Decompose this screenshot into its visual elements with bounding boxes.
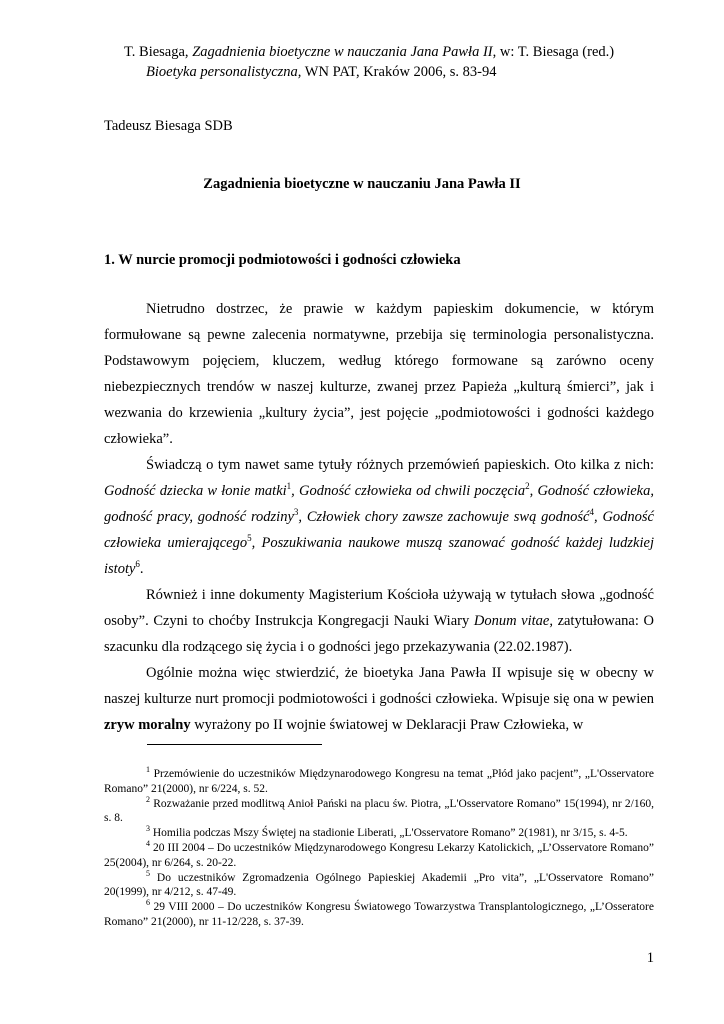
footnote-ref: 6: [135, 559, 140, 570]
speech-title: , Godność człowieka umierającego: [104, 509, 654, 551]
paragraph-4: [104, 660, 654, 738]
paragraph-3: [104, 582, 654, 660]
citation-editor: , w: T. Biesaga (red.): [492, 44, 615, 60]
footnote-number: 5: [146, 868, 150, 878]
speech-title: Godność dziecka w łonie matki: [104, 483, 287, 499]
footnote-ref: 3: [293, 507, 299, 518]
para2-intro: Świadczą o tym nawet same tytuły różnych przemówień papieskich. Oto kilka z nich:: [146, 457, 654, 473]
footnote-number: 2: [146, 794, 150, 804]
emphasis: zryw moralny: [104, 717, 191, 733]
speech-title: , Poszukiwania naukowe muszą szanować godność każdej ludzkiej istoty: [104, 535, 654, 577]
para3-text-a: Również i inne dokumenty Magisterium Kościoła używają w tytułach słowa „godność osoby”. Czyni to choćby Instrukcja Kongregacji Nauki Wiary: [104, 587, 654, 629]
footnote-text: Przemówienie do uczestników Międzynarodowego Kongresu na temat „Płód jako pacjent”, „L'Osservatore Romano” 21(2000), nr 6/224, s. 52.: [104, 768, 654, 795]
footnotes: [104, 767, 654, 930]
document-title: Donum vitae,: [473, 613, 553, 629]
footnote-number: 3: [146, 824, 150, 834]
body-text: [104, 296, 654, 738]
footnote-ref: 4: [589, 507, 594, 518]
para4-text-a: Ogólnie można więc stwierdzić, że bioetyka Jana Pawła II wpisuje się w obecny w naszej kulturze nurt promocji podmiotowości i godności człowieka. Wpisuje się ona w pewien: [104, 665, 654, 707]
footnote-ref: 5: [247, 533, 252, 544]
author: Tadeusz Biesaga SDB: [104, 118, 233, 134]
footnote: [104, 868, 654, 901]
footnote: [104, 841, 654, 871]
footnote-text: Homilia podczas Mszy Świętej na stadionie Liberati, „L'Osservatore Romano” 2(1981), nr 3/15, s. 4-5.: [150, 827, 628, 840]
footnote-text: Do uczestników Zgromadzenia Ogólnego Papieskiej Akademii „Pro vita”, „L'Osservatore Romano” 20(1999), nr 4/212, s. 47-49.: [104, 871, 654, 899]
footnote-ref: 1: [286, 481, 292, 492]
footnote-text: Rozważanie przed modlitwą Anioł Pański na placu św. Piotra, „L'Osservatore Romano” 15(1994), nr 2/160, s. 8.: [104, 797, 654, 825]
footnote-number: 4: [146, 839, 150, 849]
speech-title: , Godność człowieka od chwili poczęcia: [291, 483, 526, 499]
para3-text-b: zatytułowana: O szacunku dla rodzącego się życia i o godności jego przekazywania (22.02.1987).: [104, 613, 654, 655]
page-title: Zagadnienia bioetyczne w nauczaniu Jana Pawła II: [203, 176, 521, 192]
footnote-text: 29 VIII 2000 – Do uczestników Kongresu Światowego Towarzystwa Transplantologicznego, „L’Osseratore Romano” 21(2000), nr 11-12/228, s. 37-39.: [104, 901, 654, 928]
paragraph-1: Nietrudno dostrzec, że prawie w każdym papieskim dokumencie, w którym formułowane są pewne zalecenia normatywne, przebija się terminologia personalistyczna. Podstawowym pojęciem, kluczem, według którego formowane są zarówno oceny niebezpiecznych trendów w naszej kulturze, zwanej przez Papieża „kulturą śmierci”, jak i wezwania do krzewienia „kultury życia”, jest pojęcie „podmiotowości i godności każdego człowieka”.: [104, 301, 654, 447]
citation-publisher: WN PAT, Kraków 2006, s. 83-94: [301, 64, 497, 80]
citation-title: Zagadnienia bioetyczne w nauczania Jana Pawła II: [192, 44, 493, 60]
page-number: 1: [646, 950, 654, 966]
footnote-ref: 2: [525, 481, 530, 492]
speech-title: , Człowiek chory zawsze zachowuje swą godność: [298, 509, 590, 525]
footnote-separator: [147, 744, 322, 745]
para4-text-b: wyrażony po II wojnie światowej w Deklaracji Praw Człowieka, w: [190, 717, 584, 733]
para2-end: .: [139, 561, 144, 577]
footnote: [104, 794, 654, 827]
footnote: [104, 900, 654, 930]
speech-title: , Godność człowieka, godność pracy, godność rodziny: [104, 483, 654, 525]
citation-line-1: [124, 42, 614, 62]
footnote: [104, 826, 654, 841]
citation-line-2: [146, 62, 614, 82]
citation-book: Bioetyka personalistyczna,: [146, 64, 302, 80]
citation: [124, 42, 614, 82]
citation-author: T. Biesaga,: [124, 44, 193, 60]
footnote-number: 6: [146, 898, 150, 908]
section-heading: 1. W nurcie promocji podmiotowości i godności człowieka: [104, 252, 461, 268]
footnote-text: 20 III 2004 – Do uczestników Międzynarodowego Kongresu Lekarzy Katolickich, „L’Osservatore Romano” 25(2004), nr 6/264, s. 20-22.: [104, 841, 654, 869]
footnote-number: 1: [146, 765, 150, 775]
footnote: [104, 767, 654, 797]
paragraph-2: [104, 452, 654, 582]
